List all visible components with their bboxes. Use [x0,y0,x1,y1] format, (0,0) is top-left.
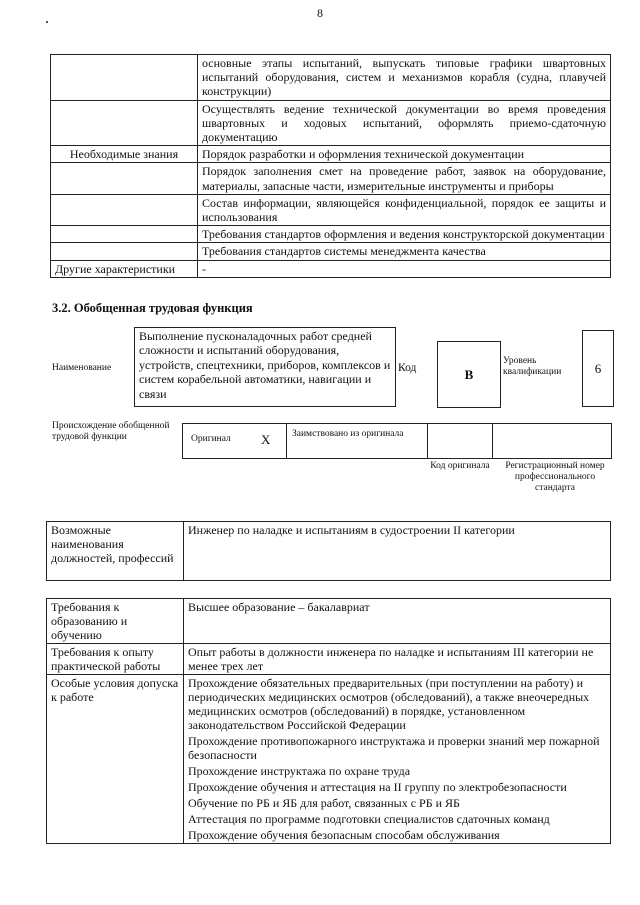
level-label: Уровень квалификации [503,356,562,377]
row-text: Требования стандартов системы менеджмента качества [198,243,611,260]
condition-item: Прохождение обучения безопасным способам обслуживания [188,828,500,842]
row-text: - [198,260,611,277]
row-label [51,226,198,243]
row-text: Требования стандартов оформления и ведения конструкторской документации [198,226,611,243]
page-number: 8 [317,6,323,20]
divider [492,424,493,458]
row-label: Возможные наименования должностей, профессий [47,522,184,581]
table-row [51,146,611,163]
origin-label: Происхождение обобщенной трудовой функции [52,421,170,442]
row-text: Высшее образование – бакалавриат [184,599,611,644]
row-label [51,163,198,194]
condition-item: Прохождение противопожарного инструктажа и проверки знаний мер пожарной безопасности [188,734,600,762]
condition-item: Аттестация по программе подготовки специалистов сдаточных команд [188,812,550,826]
table-row [47,522,611,581]
row-label [51,55,198,101]
row-label: Особые условия допуска к работе [47,675,184,844]
table-row [51,163,611,194]
code-original-caption: Код оригинала [430,461,490,471]
table-row [51,243,611,260]
row-label [51,243,198,260]
table-row [51,100,611,146]
code-value: B [437,341,501,408]
section-heading: 3.2. Обобщенная трудовая функция [52,301,253,315]
table-row [47,599,611,644]
row-text: Инженер по наладке и испытаниям в судостроении II категории [184,522,611,581]
row-text: Состав информации, являющейся конфиденциальной, порядок ее защиты и использования [198,194,611,225]
borrowed-label: Заимствовано из оригинала [292,429,404,439]
name-label: Наименование [52,363,112,373]
row-label [51,194,198,225]
conditions-cell [184,675,611,844]
table-row [51,260,611,277]
row-text: основные этапы испытаний, выпускать типовые графики швартовных испытаний оборудования, систем и механизмов корабля (судна, плавучей конструкции) [198,55,611,101]
table-row [51,194,611,225]
table-row [51,226,611,243]
row-label: Необходимые знания [51,146,198,163]
condition-item: Прохождение обязательных предварительных (при поступлении на работу) и периодических медицинских осмотров (обследований), а также внеочередных медицинских осмотров (обследований) в порядке, установленном законодательством Российской Федерации [188,676,590,732]
row-label [51,100,198,146]
table-row [47,675,611,844]
origin-box [182,423,612,459]
requirements-table [46,598,611,844]
reg-number-caption: Регистрационный номер профессионального стандарта [505,461,605,493]
original-label: Оригинал [191,434,231,444]
condition-item: Прохождение инструктажа по охране труда [188,764,411,778]
scan-speck [46,21,48,23]
original-mark: X [261,432,271,447]
level-value: 6 [582,330,614,407]
divider [427,424,428,458]
divider [286,424,287,458]
positions-table [46,521,611,581]
table-row [47,644,611,675]
row-text: Осуществлять ведение технической документации во время проведения швартовных и ходовых испытаний, оформлять приемо-сдаточную документацию [198,100,611,146]
table-row [51,55,611,101]
row-text: Порядок разработки и оформления технической документации [198,146,611,163]
skills-knowledge-table [50,54,611,278]
row-label: Другие характеристики [51,260,198,277]
condition-item: Прохождение обучения и аттестация на II группу по электробезопасности [188,780,567,794]
row-text: Порядок заполнения смет на проведение работ, заявок на оборудование, материалы, запасные части, измерительные инструменты и приборы [198,163,611,194]
condition-item: Обучение по РБ и ЯБ для работ, связанных с РБ и ЯБ [188,796,460,810]
code-label: Код [398,362,417,374]
row-label: Требования к опыту практической работы [47,644,184,675]
row-label: Требования к образованию и обучению [47,599,184,644]
row-text: Опыт работы в должности инженера по наладке и испытаниям III категории не менее трех лет [184,644,611,675]
function-name-value: Выполнение пусконаладочных работ средней сложности и испытаний оборудования, устройств, спецтехники, приборов, комплексов и систем корабельной автоматики, навигации и связи [134,327,396,407]
